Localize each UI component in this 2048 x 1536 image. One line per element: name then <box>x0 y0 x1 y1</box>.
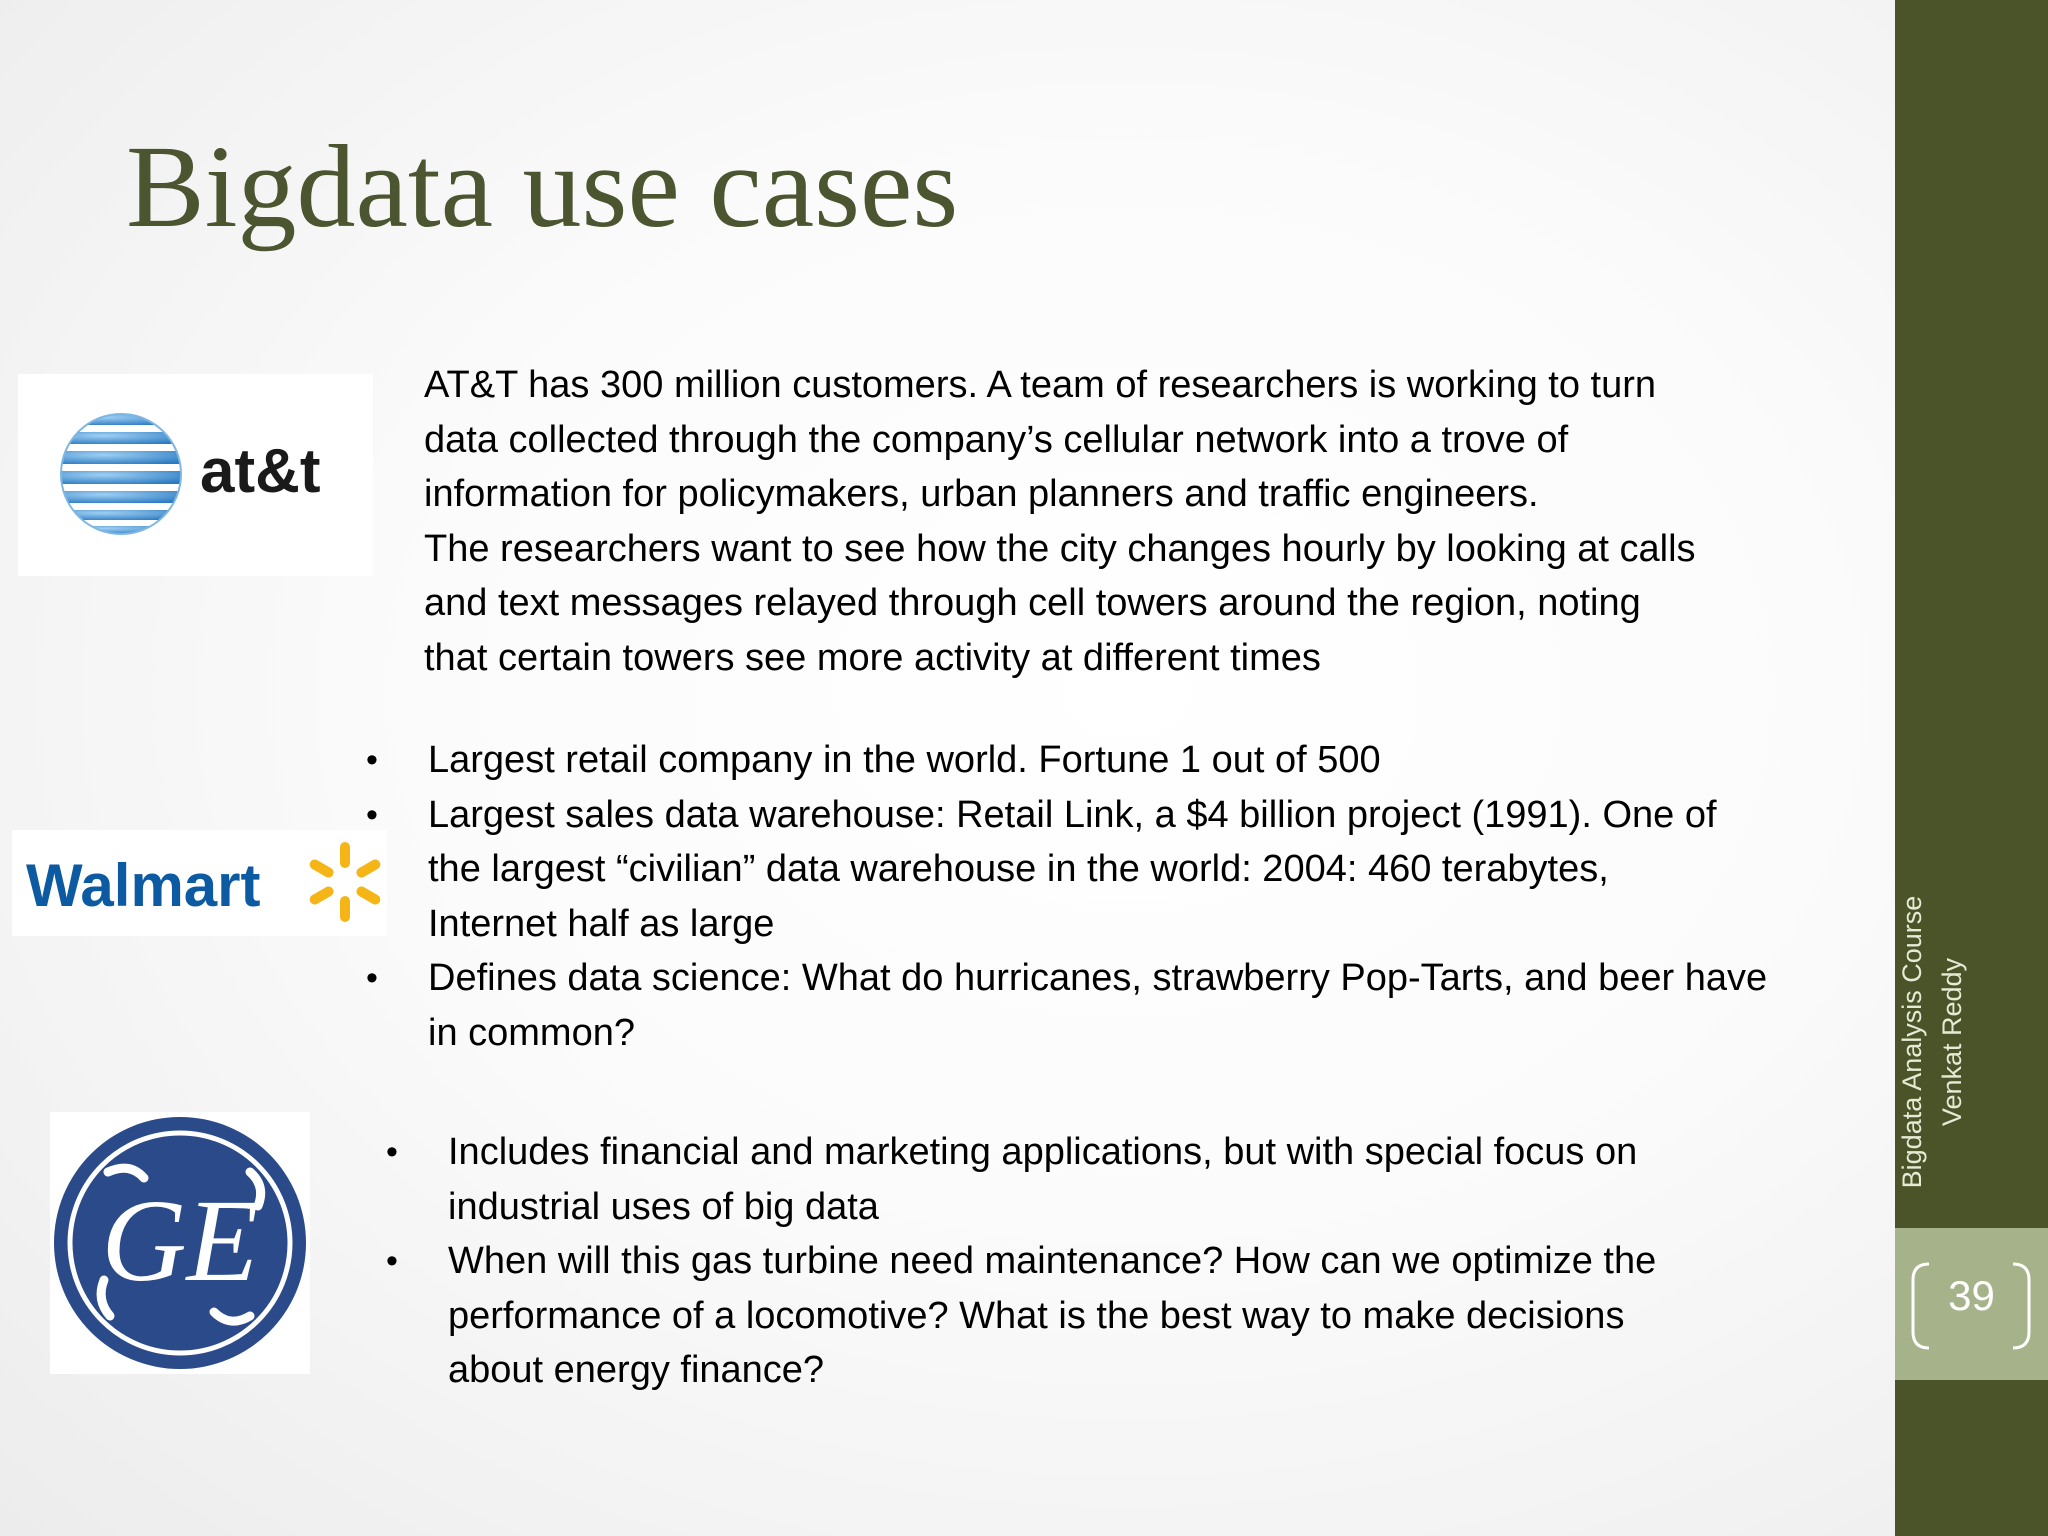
slide-title: Bigdata use cases <box>126 121 959 252</box>
bullet-glyph: • <box>366 959 378 997</box>
list-item <box>382 1234 1802 1398</box>
walmart-bullet-list <box>362 733 1892 1060</box>
bullet-line: Largest sales data warehouse: Retail Link, a $4 billion project (1991). One of <box>428 793 1717 836</box>
att-line: that certain towers see more activity at different times <box>424 636 1321 679</box>
bullet-glyph: • <box>386 1133 398 1171</box>
bullet-line: in common? <box>428 1011 635 1054</box>
att-description <box>424 358 1864 685</box>
walmart-description <box>362 733 1892 1060</box>
bullet-line: the largest “civilian” data warehouse in the world: 2004: 460 terabytes, <box>428 848 1609 890</box>
att-line: data collected through the company’s cellular network into a trove of <box>424 418 1569 461</box>
ge-logo <box>50 1112 310 1374</box>
bullet-glyph: • <box>366 741 378 779</box>
att-line: The researchers want to see how the city changes hourly by looking at calls <box>424 527 1696 570</box>
att-globe-logo-icon <box>18 374 373 576</box>
att-line: and text messages relayed through cell towers around the region, noting <box>424 582 1641 624</box>
bullet-line: Defines data science: What do hurricanes, strawberry Pop-Tarts, and beer have <box>428 957 1768 999</box>
list-item <box>362 951 1892 1060</box>
walmart-spark-logo-icon <box>12 830 387 936</box>
bullet-line: Includes financial and marketing applications, but with special focus on <box>448 1131 1638 1173</box>
list-item <box>362 733 1892 788</box>
bullet-line: industrial uses of big data <box>448 1185 879 1228</box>
footer-course: Bigdata Analysis Course <box>1897 895 1927 1189</box>
att-line: information for policymakers, urban planners and traffic engineers. <box>424 473 1539 515</box>
page-number: 39 <box>1948 1272 1995 1319</box>
ge-logo-text: GE <box>101 1175 259 1306</box>
att-logo-text: at&t <box>200 437 321 506</box>
walmart-logo <box>12 830 387 936</box>
walmart-logo-text: Walmart <box>26 852 261 919</box>
att-logo <box>18 374 373 576</box>
bullet-line: about energy finance? <box>448 1349 825 1391</box>
ge-monogram-logo-icon <box>50 1112 310 1374</box>
list-item <box>362 788 1892 952</box>
page-number-box <box>1895 1228 2048 1380</box>
bullet-glyph: • <box>386 1242 398 1280</box>
bullet-line: Largest retail company in the world. Fortune 1 out of 500 <box>428 739 1381 781</box>
bullet-line: performance of a locomotive? What is the best way to make decisions <box>448 1294 1625 1337</box>
bullet-line: Internet half as large <box>428 902 775 945</box>
footer-author: Venkat Reddy <box>1937 957 1967 1127</box>
bullet-line: When will this gas turbine need maintenance? How can we optimize the <box>448 1240 1657 1282</box>
att-line: AT&T has 300 million customers. A team of researchers is working to turn <box>424 364 1656 406</box>
bullet-glyph: • <box>366 795 378 834</box>
ge-description <box>382 1125 1802 1398</box>
list-item <box>382 1125 1802 1234</box>
ge-bullet-list <box>382 1125 1802 1398</box>
